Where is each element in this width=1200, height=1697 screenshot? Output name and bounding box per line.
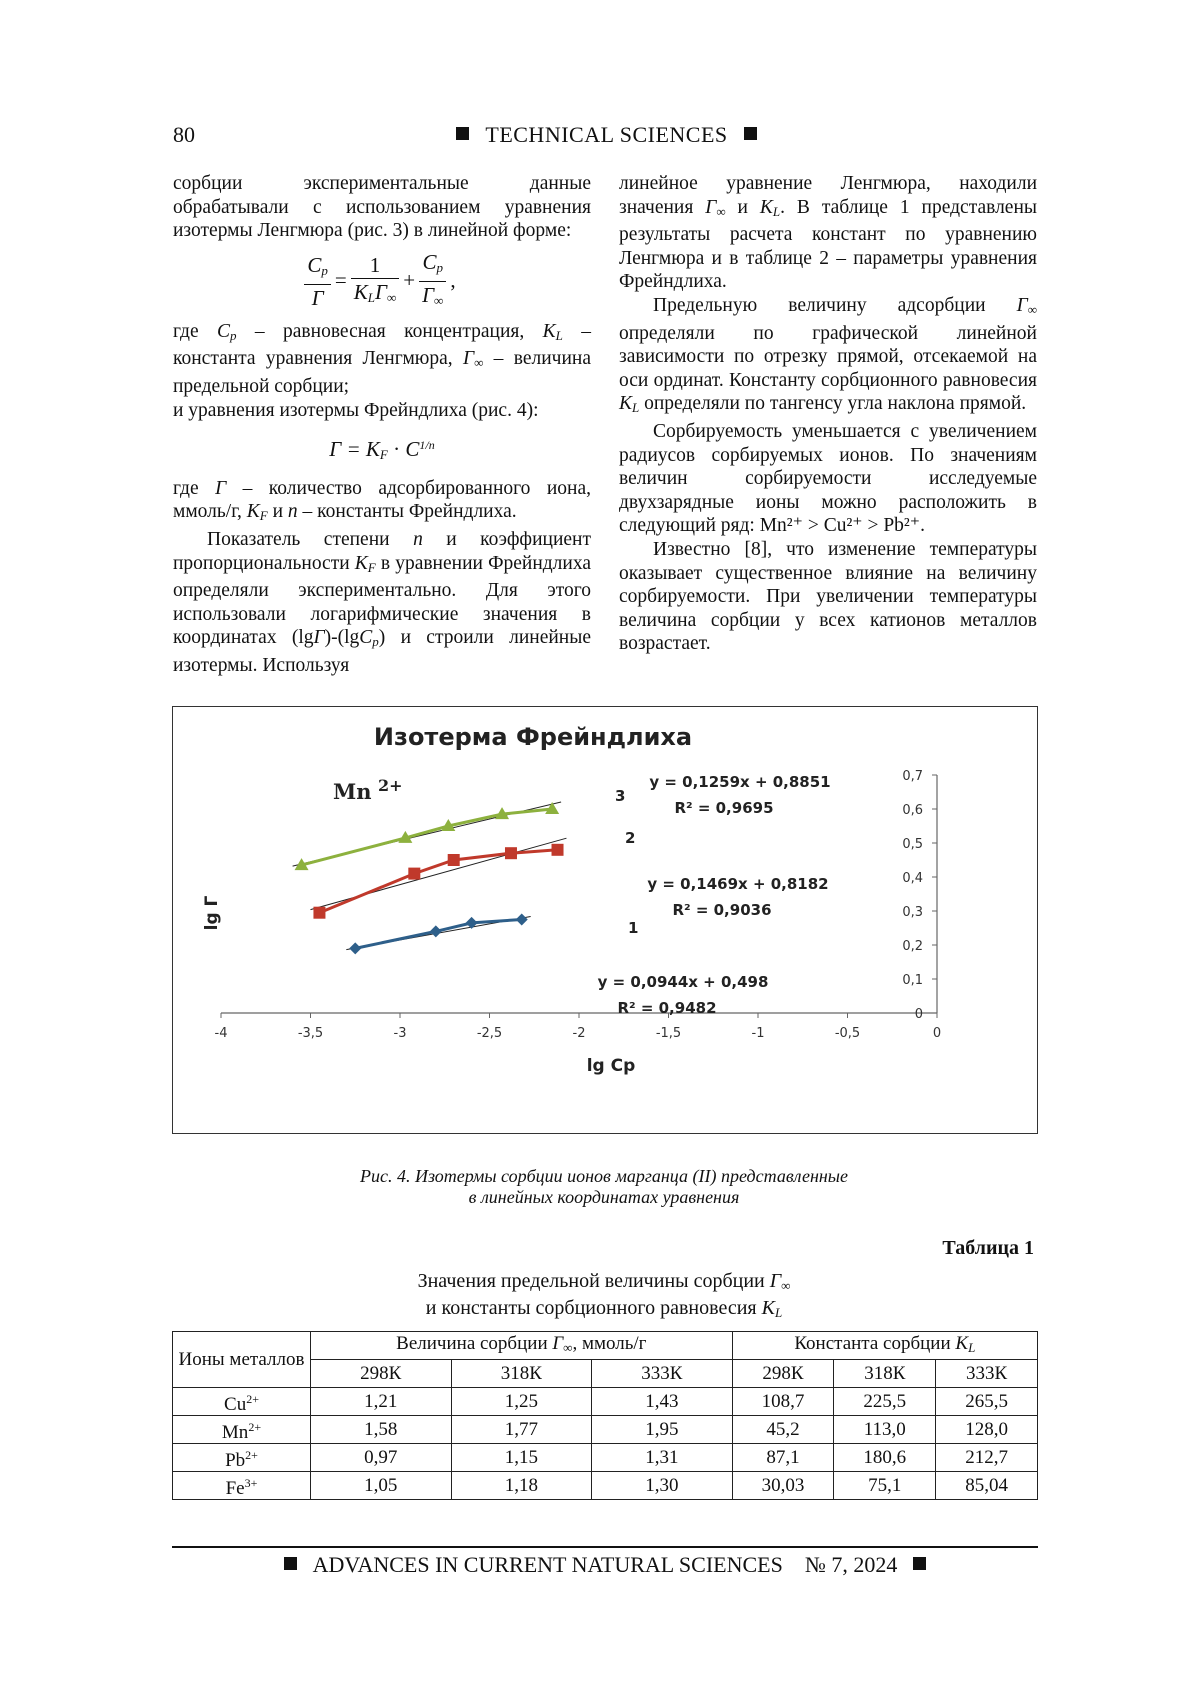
table-cell: 1,18 xyxy=(451,1472,592,1500)
table-cell: 1,05 xyxy=(311,1472,452,1500)
temperature-header: 318К xyxy=(451,1360,592,1388)
table-cell: 45,2 xyxy=(732,1416,834,1444)
langmuir-formula: $\frac{C_p}{Г}$ = $\frac{1}{K_LГ_\infty}$ + $\frac{C_p}{Г_\infty}$ , xyxy=(173,249,591,314)
y-tick-label: 0,7 xyxy=(902,769,923,784)
data-point xyxy=(505,847,517,859)
table-cell: 1,77 xyxy=(451,1416,592,1444)
table-cell: 108,7 xyxy=(732,1388,834,1416)
column-header: Константа сорбции $K_L$ xyxy=(732,1332,1037,1360)
temperature-header: 298К xyxy=(732,1360,834,1388)
table-label: Таблица 1 xyxy=(942,1237,1034,1259)
x-tick-label: -1 xyxy=(751,1026,765,1041)
table-cell: 265,5 xyxy=(936,1388,1038,1416)
fraction: $\frac{C_p}{Г}$ xyxy=(304,252,331,311)
table-cell: 75,1 xyxy=(834,1472,936,1500)
table-cell: 1,43 xyxy=(592,1388,733,1416)
footer-rule xyxy=(172,1546,1038,1548)
table-row xyxy=(173,1388,1038,1416)
paragraph: Известно [8], что изменение температуры оказывает существенное влияние на величину сорбируемости. При увеличении температуры величина сорбции у всех катионов металлов возрастает. xyxy=(619,538,1037,655)
table-cell: 212,7 xyxy=(936,1444,1038,1472)
paragraph: где Г – количество адсорбированного иона, ммоль/г, $K_F$ и n – константы Фрейндлиха. xyxy=(173,477,592,524)
chart-title: Изотерма Фрейндлиха xyxy=(373,723,693,751)
series-line xyxy=(319,850,557,913)
data-point xyxy=(349,942,361,954)
y-tick-label: 0,3 xyxy=(902,905,923,920)
square-bullet-icon xyxy=(284,1557,297,1570)
y-tick-label: 0,4 xyxy=(902,871,923,886)
paragraph: Показатель степени n и коэффициент пропорциональности $K_F$ в уравнении Фрейндлиха определяли экспериментально. Для этого использовали логарифмические значения в координатах (lgГ)-(lgC$_p$) и строили линейные изотермы. Используя xyxy=(173,528,591,676)
page-footer xyxy=(172,1552,1038,1578)
ion-cell: $Cu^{2+}$ xyxy=(173,1388,311,1416)
caption-line: в линейных координатах уравнения xyxy=(468,1187,740,1207)
ion-cell: $Pb^{2+}$ xyxy=(173,1444,311,1472)
x-tick-label: -3,5 xyxy=(297,1026,324,1041)
paragraph: и уравнения изотермы Фрейндлиха (рис. 4): xyxy=(173,399,539,421)
series-label: 3 xyxy=(615,787,626,805)
table-cell: 180,6 xyxy=(834,1444,936,1472)
temperature-header: 298К xyxy=(311,1360,452,1388)
series-label: 2 xyxy=(625,829,636,847)
y-tick-label: 0,5 xyxy=(902,837,923,852)
freundlich-formula: $Г = K_F \cdot C^{1/n}$ xyxy=(329,437,435,463)
table-cell: 1,21 xyxy=(311,1388,452,1416)
table-row xyxy=(173,1416,1038,1444)
table-cell: 113,0 xyxy=(834,1416,936,1444)
x-tick-label: -1,5 xyxy=(655,1026,682,1041)
footer-journal: ADVANCES IN CURRENT NATURAL SCIENCES xyxy=(312,1552,783,1577)
data-point xyxy=(430,925,442,937)
trend-equation: y = 0,1469x + 0,8182 xyxy=(647,875,829,893)
caption-line: Рис. 4. Изотермы сорбции ионов марганца (II) представленные xyxy=(359,1166,848,1186)
table-cell: 87,1 xyxy=(732,1444,834,1472)
x-tick-label: -0,5 xyxy=(834,1026,861,1041)
data-point xyxy=(313,907,325,919)
footer-issue: № 7, 2024 xyxy=(804,1552,898,1577)
sorption-table xyxy=(172,1331,1038,1500)
left-column xyxy=(173,172,591,678)
data-point xyxy=(448,854,460,866)
trend-r2: R² = 0,9036 xyxy=(672,901,772,919)
table-cell: 1,25 xyxy=(451,1388,592,1416)
trend-equation: y = 0,1259x + 0,8851 xyxy=(649,773,831,791)
paragraph: линейное уравнение Ленгмюра, находили значения $Г_\infty$ и $K_L$. В таблице 1 представлены результаты расчета констант по уравнению Ленгмюра и в таблице 2 – параметры уравнения Фрейндлиха. xyxy=(619,173,1037,293)
table-cell: 225,5 xyxy=(834,1388,936,1416)
column-header: Ионы металлов xyxy=(173,1332,311,1388)
table-cell: 1,58 xyxy=(311,1416,452,1444)
table-cell: 128,0 xyxy=(936,1416,1038,1444)
column-header: Величина сорбции $Г_\infty$, ммоль/г xyxy=(311,1332,733,1360)
paragraph: Предельную величину адсорбции $Г_\infty$ определяли по графической линейной зависимости по отрезку прямой, отсекаемой на оси ординат. Константу сорбционного равновесия $K_L$ определяли по тангенсу угла наклона прямой. xyxy=(619,294,1037,416)
table-cell: 1,30 xyxy=(592,1472,733,1500)
data-point xyxy=(466,917,478,929)
ion-charge: 2+ xyxy=(378,776,403,795)
fraction: $\frac{C_p}{Г_\infty}$ xyxy=(419,249,446,314)
y-tick-label: 0 xyxy=(914,1007,923,1022)
paragraph: Сорбируемость уменьшается с увеличением радиусов сорбируемых ионов. По значениям величин сорбируемости исследуемые двухзарядные ионы можно расположить в следующий ряд: Mn²⁺ > Cu²⁺ > Pb²⁺. xyxy=(619,420,1037,537)
x-tick-label: -4 xyxy=(214,1026,228,1041)
temperature-header: 333К xyxy=(936,1360,1038,1388)
journal-section xyxy=(173,122,1040,148)
ion-cell: $Fe^{3+}$ xyxy=(173,1472,311,1500)
figure-caption xyxy=(172,1166,1036,1208)
table-cell: 1,31 xyxy=(592,1444,733,1472)
trend-equation: y = 0,0944x + 0,498 xyxy=(597,973,769,991)
trend-line xyxy=(311,838,567,909)
section-title: TECHNICAL SCIENCES xyxy=(485,122,728,147)
x-tick-label: -3 xyxy=(393,1026,407,1041)
temperature-header: 333К xyxy=(592,1360,733,1388)
right-column xyxy=(619,172,1037,656)
table-cell: 1,95 xyxy=(592,1416,733,1444)
data-point xyxy=(408,868,420,880)
freundlich-chart xyxy=(172,706,1038,1134)
temperature-header: 318К xyxy=(834,1360,936,1388)
x-axis-label: lg Cp xyxy=(586,1056,636,1076)
trend-r2: R² = 0,9482 xyxy=(617,999,717,1017)
square-bullet-icon xyxy=(456,127,469,140)
trend-r2: R² = 0,9695 xyxy=(674,799,774,817)
paragraph: сорбции экспериментальные данные обрабатывали с использованием уравнения изотермы Ленгмюра (рис. 3) в линейной форме: xyxy=(173,173,591,242)
paragraph: где $C_p$ – равновесная концентрация, $K_L$ – константа уравнения Ленгмюра, $Г_\infty$ – величина предельной сорбции; xyxy=(173,320,592,397)
data-point xyxy=(516,914,528,926)
ion-label: Mn xyxy=(333,779,372,804)
chart-svg xyxy=(173,707,1037,1133)
data-point xyxy=(552,844,564,856)
y-tick-label: 0,2 xyxy=(902,939,923,954)
table-title: Значения предельной величины сорбции $Г_\infty$ и константы сорбционного равновесия $K_L$ xyxy=(417,1270,791,1320)
x-tick-label: 0 xyxy=(932,1026,942,1041)
table-cell: 1,15 xyxy=(451,1444,592,1472)
y-axis-label: lg Г xyxy=(202,895,222,931)
table-row xyxy=(173,1472,1038,1500)
table-row xyxy=(173,1444,1038,1472)
fraction: $\frac{1}{K_LГ_\infty}$ xyxy=(351,252,399,311)
page-header xyxy=(173,118,1040,154)
y-tick-label: 0,1 xyxy=(902,973,923,988)
y-tick-label: 0,6 xyxy=(902,803,923,818)
square-bullet-icon xyxy=(744,127,757,140)
table-cell: 30,03 xyxy=(732,1472,834,1500)
x-tick-label: -2 xyxy=(572,1026,586,1041)
square-bullet-icon xyxy=(913,1557,926,1570)
series-label: 1 xyxy=(628,919,639,937)
ion-cell: $Mn^{2+}$ xyxy=(173,1416,311,1444)
table-cell: 85,04 xyxy=(936,1472,1038,1500)
x-tick-label: -2,5 xyxy=(476,1026,503,1041)
table-cell: 0,97 xyxy=(311,1444,452,1472)
page-number: 80 xyxy=(173,122,195,147)
